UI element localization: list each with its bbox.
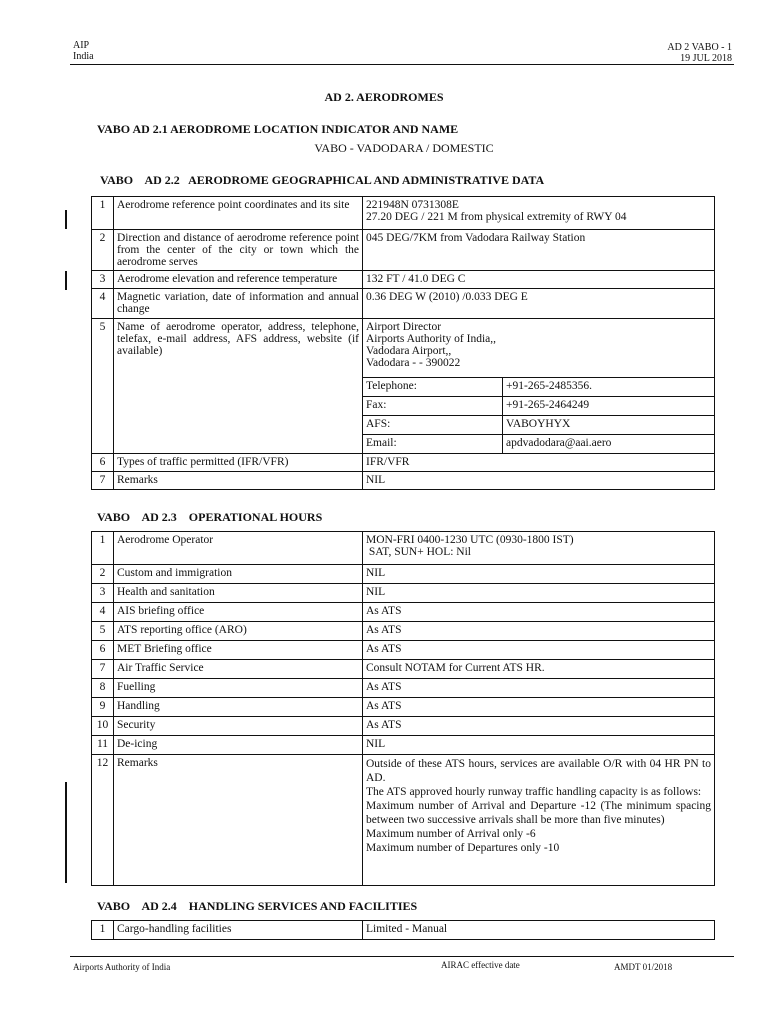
table-row [92,532,715,565]
row-number: 7 [92,660,114,679]
row-value: As ATS [363,717,715,736]
row-description: Security [114,717,363,736]
contact-label: AFS: [363,416,503,435]
page-header-right [667,42,732,64]
table-row [92,289,715,319]
contact-label: Fax: [363,397,503,416]
footer-rule [70,956,734,957]
section-2-1-heading: VABO AD 2.1 AERODROME LOCATION INDICATOR AND NAME [97,122,459,136]
contact-value: +91-265-2485356. [503,378,715,397]
table-row [92,717,715,736]
row-description: Magnetic variation, date of information and annual change [114,289,363,319]
row-value: NIL [363,565,715,584]
row-number: 3 [92,271,114,289]
row-description: Remarks [114,755,363,886]
row-description: Fuelling [114,679,363,698]
table-row [92,698,715,717]
row-description: Air Traffic Service [114,660,363,679]
table-row [92,472,715,490]
table-row [92,197,715,230]
row-value [363,532,715,565]
contact-value: VABOYHYX [503,416,715,435]
row-value: 045 DEG/7KM from Vadodara Railway Station [363,230,715,271]
row-number: 1 [92,532,114,565]
row-description: ATS reporting office (ARO) [114,622,363,641]
row-number: 12 [92,755,114,886]
address-line: Vadodara - - 390022 [366,357,461,369]
row-number: 5 [92,319,114,454]
page-header-left [73,40,94,62]
row-description: Remarks [114,472,363,490]
table-row [92,641,715,660]
row-number: 7 [92,472,114,490]
arp-coordinates: 221948N 0731308E [366,199,459,211]
footer-airac-date: AIRAC effective date [441,960,520,970]
contact-label: Telephone: [363,378,503,397]
row-value: Consult NOTAM for Current ATS HR. [363,660,715,679]
operational-hours-table [91,531,715,886]
row-description: MET Briefing office [114,641,363,660]
row-number: 6 [92,641,114,660]
remarks-line: The ATS approved hourly runway traffic handling capacity is as follows: [366,786,702,798]
row-value: As ATS [363,641,715,660]
row-number: 2 [92,230,114,271]
row-value: NIL [363,736,715,755]
row-description: Types of traffic permitted (IFR/VFR) [114,454,363,472]
contact-label: Email: [363,435,503,454]
footer-amendment: AMDT 01/2018 [614,962,673,972]
header-aip: AIP [73,40,90,51]
row-description: Aerodrome elevation and reference temperature [114,271,363,289]
row-value: NIL [363,584,715,603]
remarks-value [363,755,715,886]
operator-address [363,319,715,378]
operator-hours: MON-FRI 0400-1230 UTC (0930-1800 IST) [366,534,574,546]
table-row [92,584,715,603]
table-row [92,271,715,289]
table-row [92,921,715,940]
aerodrome-name: VABO - VADODARA / DOMESTIC [314,141,494,155]
row-description: Health and sanitation [114,584,363,603]
table-row [92,319,715,378]
header-date: 19 JUL 2018 [680,53,732,64]
geo-admin-data-table [91,196,715,490]
row-value: As ATS [363,622,715,641]
footer-publisher: Airports Authority of India [73,962,171,972]
table-row [92,622,715,641]
row-value: As ATS [363,698,715,717]
operator-weekend: SAT, SUN+ HOL: Nil [366,546,471,558]
row-number: 8 [92,679,114,698]
row-number: 9 [92,698,114,717]
table-row [92,755,715,886]
row-value: 0.36 DEG W (2010) /0.033 DEG E [363,289,715,319]
row-number: 4 [92,603,114,622]
row-description: Aerodrome reference point coordinates and its site [114,197,363,230]
row-description: Aerodrome Operator [114,532,363,565]
header-page-ref: AD 2 VABO - 1 [667,42,732,53]
table-row [92,603,715,622]
table-row [92,660,715,679]
row-number: 3 [92,584,114,603]
row-value [363,197,715,230]
address-line: Airport Director [366,321,442,333]
row-value: IFR/VFR [363,454,715,472]
row-description: Direction and distance of aerodrome reference point from the center of the city or town which the aerodrome serves [114,230,363,271]
row-value: As ATS [363,603,715,622]
contact-value: +91-265-2464249 [503,397,715,416]
change-bar [65,782,67,883]
row-number: 4 [92,289,114,319]
remarks-line: Maximum number of Arrival only -6 [366,828,536,840]
row-number: 1 [92,197,114,230]
table-row [92,454,715,472]
row-value: Limited - Manual [363,921,715,940]
change-bar [65,271,67,290]
row-value: 132 FT / 41.0 DEG C [363,271,715,289]
row-description: Cargo-handling facilities [114,921,363,940]
remarks-line: Maximum number of Departures only -10 [366,842,560,854]
address-line: Airports Authority of India,, [366,333,496,345]
section-2-2-heading: VABO AD 2.2 AERODROME GEOGRAPHICAL AND ADMINISTRATIVE DATA [100,173,545,187]
row-description: De-icing [114,736,363,755]
table-row [92,736,715,755]
row-value: NIL [363,472,715,490]
row-number: 6 [92,454,114,472]
handling-services-table [91,920,715,940]
row-value: As ATS [363,679,715,698]
row-description: Custom and immigration [114,565,363,584]
arp-site: 27.20 DEG / 221 M from physical extremity of RWY 04 [366,211,627,223]
section-2-4-heading: VABO AD 2.4 HANDLING SERVICES AND FACILITIES [97,899,418,913]
header-rule [70,64,734,65]
row-description: AIS briefing office [114,603,363,622]
row-number: 10 [92,717,114,736]
address-line: Vadodara Airport,, [366,345,452,357]
table-row [92,565,715,584]
table-row [92,679,715,698]
row-number: 11 [92,736,114,755]
table-row [92,230,715,271]
row-description: Name of aerodrome operator, address, telephone, telefax, e-mail address, AFS address, website (if available) [114,319,363,454]
remarks-line: Outside of these ATS hours, services are available O/R with 04 HR PN to AD. [366,758,711,784]
contact-value: apdvadodara@aai.aero [503,435,715,454]
row-description: Handling [114,698,363,717]
header-country: India [73,51,94,62]
change-bar [65,210,67,229]
section-2-3-heading: VABO AD 2.3 OPERATIONAL HOURS [97,510,323,524]
row-number: 2 [92,565,114,584]
row-number: 1 [92,921,114,940]
row-number: 5 [92,622,114,641]
remarks-line: Maximum number of Arrival and Departure -12 (The minimum spacing between two successive arrivals shall be more than five minutes) [366,800,711,826]
page-title: AD 2. AERODROMES [324,90,444,104]
